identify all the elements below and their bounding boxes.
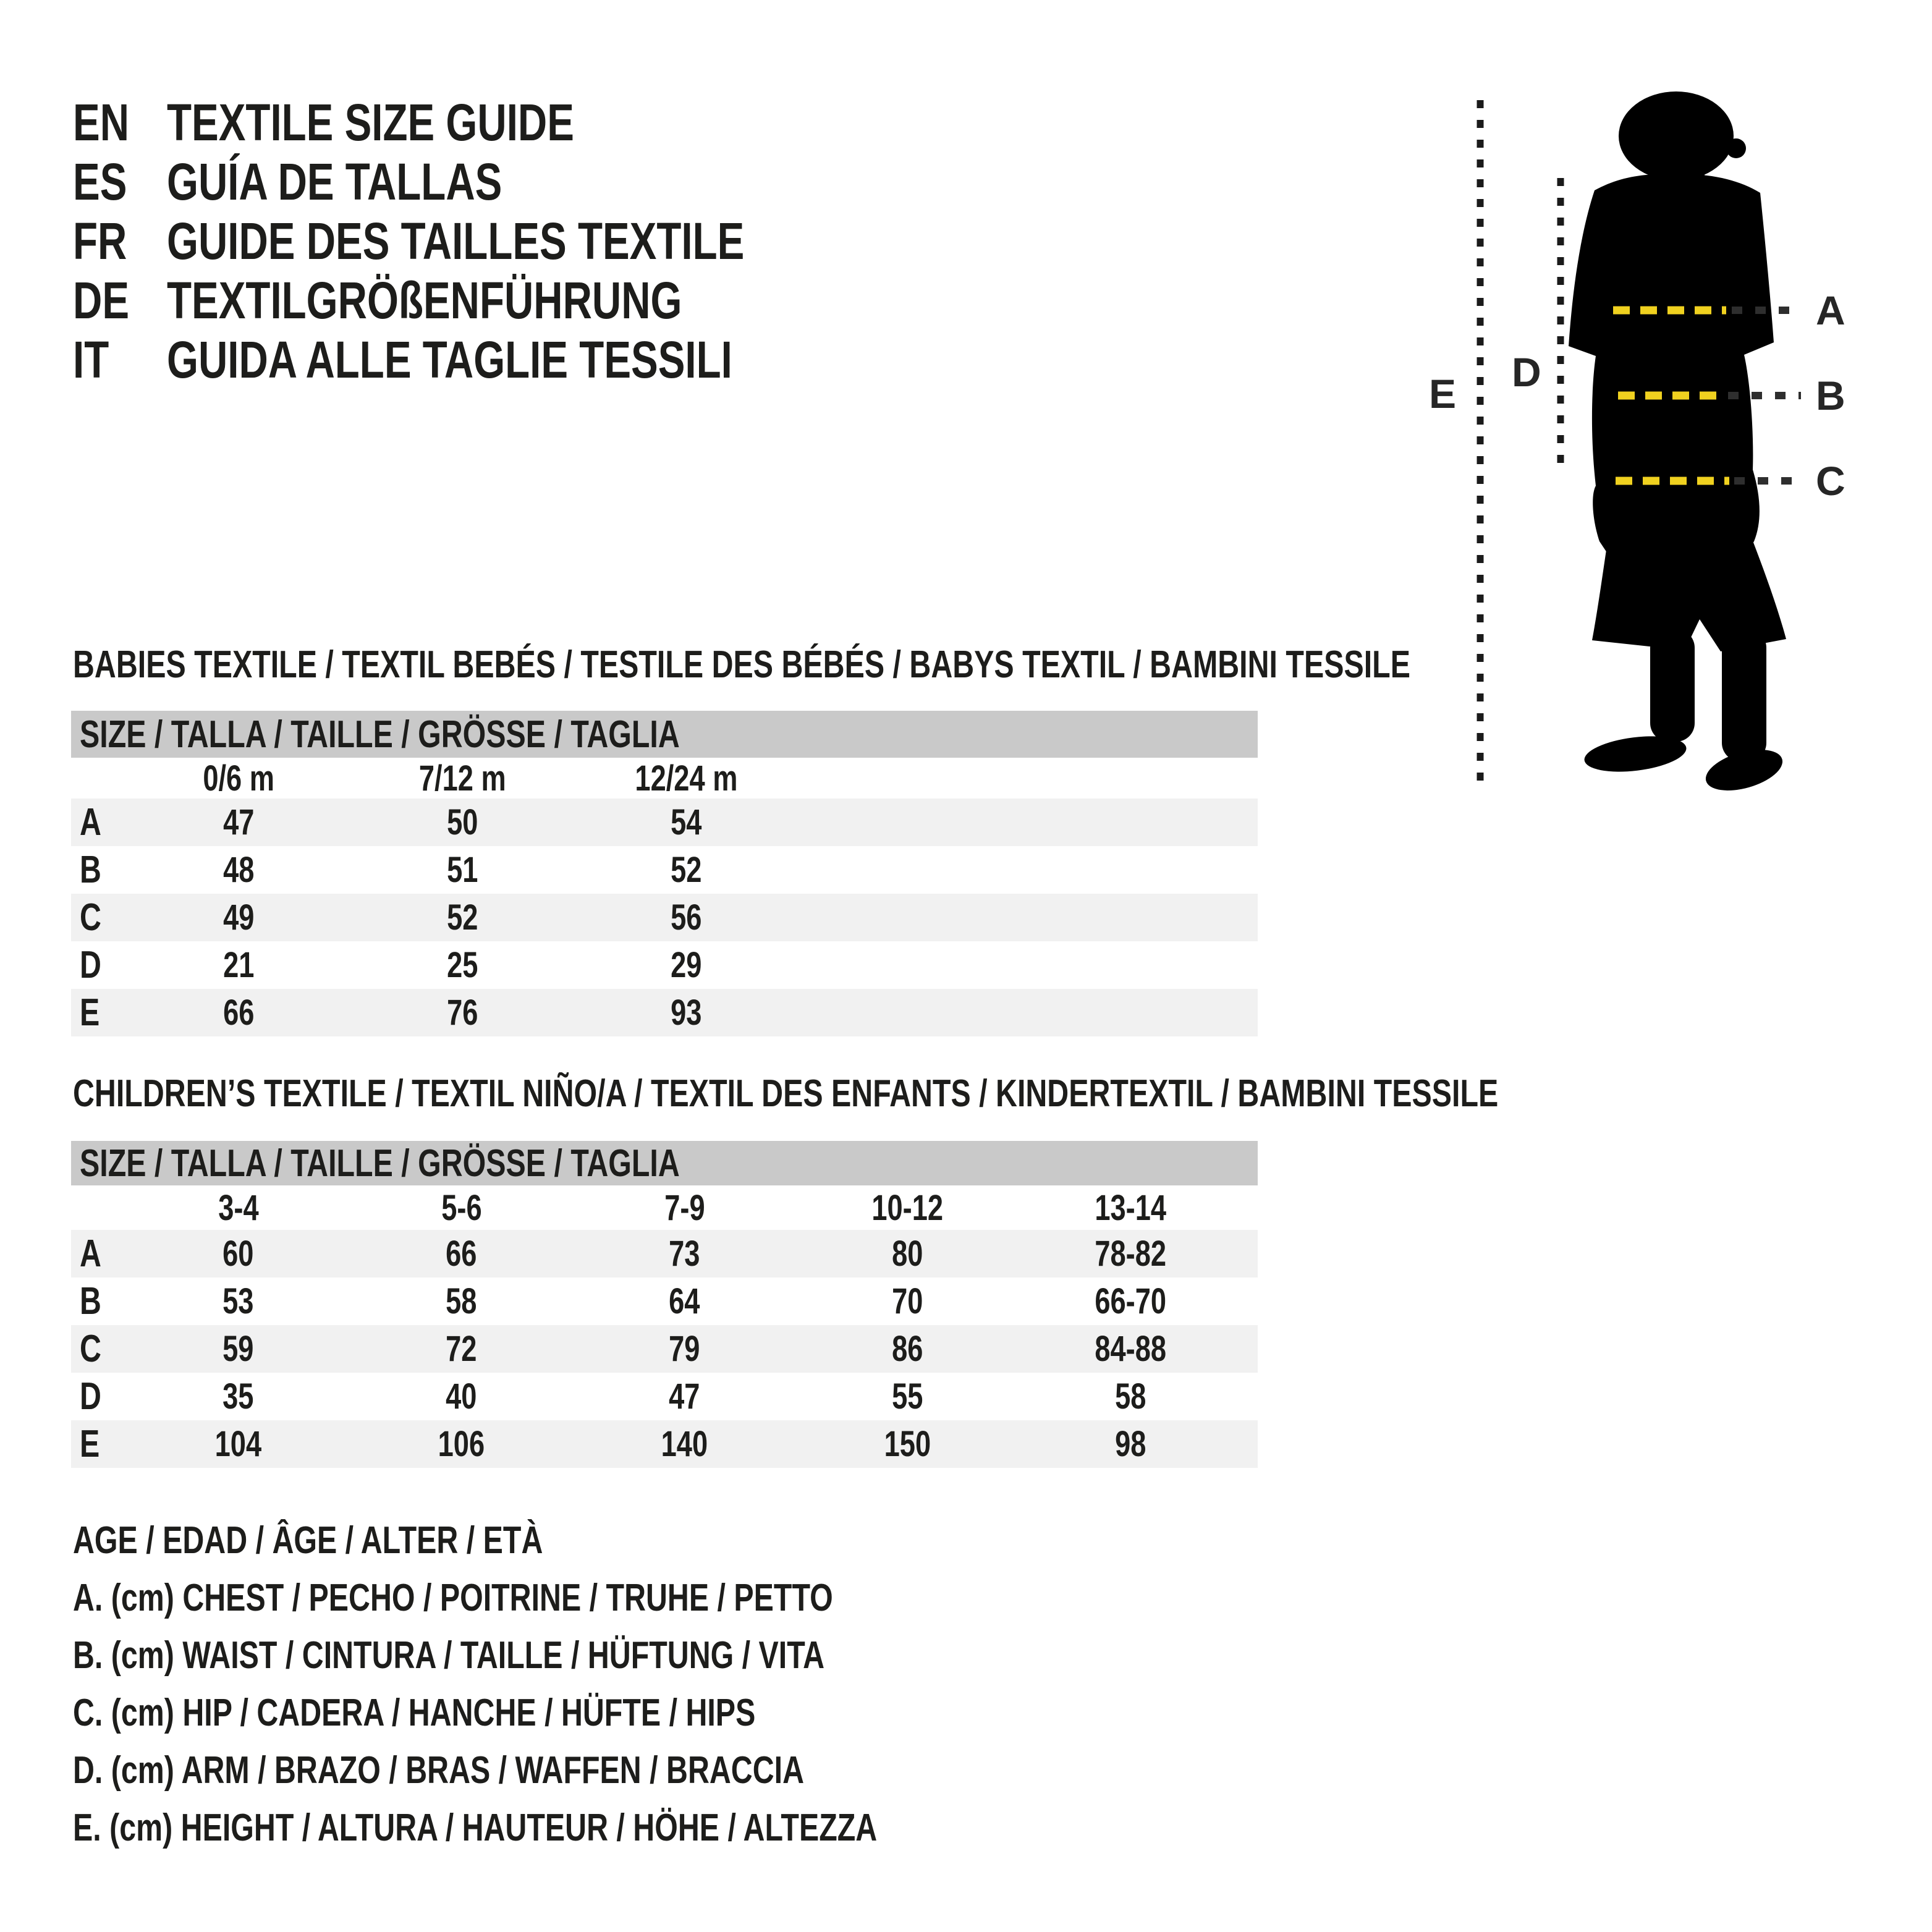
cell-value: 66-70 <box>1095 1281 1167 1321</box>
measure-label-c: C <box>1816 458 1845 504</box>
language-title: GUIDA ALLE TAGLIE TESSILI <box>167 330 732 389</box>
column-header: 3-4 <box>218 1187 259 1228</box>
cell-value: 70 <box>892 1281 923 1321</box>
cell-value: 66 <box>222 993 255 1033</box>
babies-section-heading <box>73 645 1787 685</box>
column-header: 13-14 <box>1095 1187 1167 1228</box>
children-section-heading <box>73 1074 1900 1114</box>
cell-value: 29 <box>670 945 702 985</box>
legend-line-waist <box>73 1627 1104 1684</box>
cell-value: 78-82 <box>1095 1234 1167 1274</box>
legend-text: E. (cm) HEIGHT / ALTURA / HAUTEUR / HÖHE / ALTEZZA <box>73 1807 878 1849</box>
table-row <box>71 894 1258 941</box>
legend-line-height <box>73 1799 1104 1857</box>
cell-value: 40 <box>446 1376 477 1417</box>
cell-value: 80 <box>892 1234 923 1274</box>
cell-value: 21 <box>222 945 255 985</box>
babies-size-table <box>71 711 1258 1036</box>
language-title: GUÍA DE TALLAS <box>167 152 502 211</box>
table-row <box>71 941 1258 989</box>
measure-label-d: D <box>1512 349 1541 395</box>
column-header: 7-9 <box>664 1187 705 1228</box>
cell-value: 58 <box>446 1281 477 1321</box>
legend-line-arm <box>73 1742 1104 1799</box>
child-measurement-diagram <box>1409 87 1932 803</box>
cell-value: 53 <box>222 1281 254 1321</box>
language-row-en <box>73 93 907 152</box>
language-code: ES <box>73 152 127 211</box>
column-header: 10-12 <box>871 1187 944 1228</box>
cell-value: 60 <box>222 1234 254 1274</box>
cell-value: 98 <box>1115 1424 1146 1464</box>
cell-value: 52 <box>446 897 478 938</box>
language-title: TEXTILE SIZE GUIDE <box>167 93 574 151</box>
cell-value: 51 <box>446 850 478 890</box>
legend-text: D. (cm) ARM / BRAZO / BRAS / WAFFEN / BRACCIA <box>73 1749 805 1792</box>
measurement-legend <box>73 1512 1104 1857</box>
cell-value: 66 <box>446 1234 477 1274</box>
cell-value: 56 <box>670 897 702 938</box>
language-title: TEXTILGRÖßENFÜHRUNG <box>167 271 682 329</box>
cell-value: 72 <box>446 1329 477 1369</box>
row-label: D <box>80 944 101 986</box>
cell-value: 54 <box>670 802 702 842</box>
language-code: IT <box>73 330 109 389</box>
legend-text: B. (cm) WAIST / CINTURA / TAILLE / HÜFTUNG / VITA <box>73 1634 825 1677</box>
table-row <box>71 1325 1258 1373</box>
ear <box>1726 138 1746 158</box>
table-row <box>71 1373 1258 1420</box>
row-label: B <box>80 1280 101 1323</box>
row-label: E <box>80 991 100 1034</box>
measure-label-e: E <box>1429 371 1457 417</box>
row-label: A <box>80 1232 101 1275</box>
cell-value: 47 <box>669 1376 700 1417</box>
table-row <box>71 799 1258 846</box>
cell-value: 59 <box>222 1329 254 1369</box>
language-row-it <box>73 330 907 389</box>
language-row-fr <box>73 211 907 271</box>
cell-value: 104 <box>214 1424 262 1464</box>
cell-value: 47 <box>222 802 255 842</box>
row-label: A <box>80 801 101 844</box>
row-label: B <box>80 849 101 891</box>
size-header-bar <box>71 1141 1258 1185</box>
cell-value: 52 <box>670 850 702 890</box>
legend-text: C. (cm) HIP / CADERA / HANCHE / HÜFTE / HIPS <box>73 1692 756 1734</box>
size-header-bar <box>71 711 1258 758</box>
language-code: DE <box>73 271 130 329</box>
cell-value: 49 <box>222 897 255 938</box>
children-section-heading-text: CHILDREN’S TEXTILE / TEXTIL NIÑO/A / TEXTIL DES ENFANTS / KINDERTEXTIL / BAMBINI TESSILE <box>73 1072 1499 1115</box>
measure-label-b: B <box>1816 373 1845 418</box>
table-row <box>71 846 1258 894</box>
cell-value: 48 <box>222 850 255 890</box>
legend-line-hip <box>73 1684 1104 1742</box>
cell-value: 76 <box>446 993 478 1033</box>
column-header: 5-6 <box>441 1187 482 1228</box>
column-header: 12/24 m <box>634 758 737 799</box>
table-row <box>71 1277 1258 1325</box>
row-label: D <box>80 1375 101 1418</box>
size-header-text: SIZE / TALLA / TAILLE / GRÖSSE / TAGLIA <box>80 1142 680 1185</box>
language-code: EN <box>73 93 130 151</box>
cell-value: 150 <box>884 1424 931 1464</box>
column-header: 7/12 m <box>418 758 506 799</box>
cell-value: 25 <box>446 945 478 985</box>
cell-value: 50 <box>446 802 478 842</box>
cell-value: 86 <box>892 1329 923 1369</box>
children-size-table <box>71 1141 1258 1468</box>
table-row <box>71 989 1258 1036</box>
row-label: C <box>80 896 101 939</box>
legend-line-age <box>73 1512 1104 1569</box>
language-title-list <box>73 93 907 389</box>
cell-value: 73 <box>669 1234 700 1274</box>
row-label: C <box>80 1328 101 1370</box>
language-title: GUIDE DES TAILLES TEXTILE <box>167 211 745 270</box>
child-silhouette <box>1569 91 1787 799</box>
legend-text: AGE / EDAD / ÂGE / ALTER / ETÀ <box>73 1519 543 1562</box>
cell-value: 64 <box>669 1281 700 1321</box>
table-row <box>71 1230 1258 1277</box>
language-row-es <box>73 152 907 211</box>
column-header: 0/6 m <box>203 758 274 799</box>
cell-value: 79 <box>669 1329 700 1369</box>
size-header-text: SIZE / TALLA / TAILLE / GRÖSSE / TAGLIA <box>80 713 680 756</box>
language-code: FR <box>73 211 127 270</box>
babies-section-heading-text: BABIES TEXTILE / TEXTIL BEBÉS / TESTILE DES BÉBÉS / BABYS TEXTIL / BAMBINI TESSILE <box>73 643 1410 686</box>
language-row-de <box>73 271 907 330</box>
table-row <box>71 1420 1258 1468</box>
row-label: E <box>80 1423 100 1465</box>
column-header-row <box>71 1185 1258 1230</box>
cell-value: 93 <box>670 993 702 1033</box>
cell-value: 58 <box>1115 1376 1146 1417</box>
cell-value: 55 <box>892 1376 923 1417</box>
measure-label-a: A <box>1816 287 1845 333</box>
cell-value: 35 <box>222 1376 254 1417</box>
cell-value: 84-88 <box>1095 1329 1167 1369</box>
cell-value: 106 <box>438 1424 485 1464</box>
column-header-row <box>71 758 1258 799</box>
cell-value: 140 <box>661 1424 708 1464</box>
legend-line-chest <box>73 1569 1104 1627</box>
legend-text: A. (cm) CHEST / PECHO / POITRINE / TRUHE / PETTO <box>73 1577 833 1619</box>
